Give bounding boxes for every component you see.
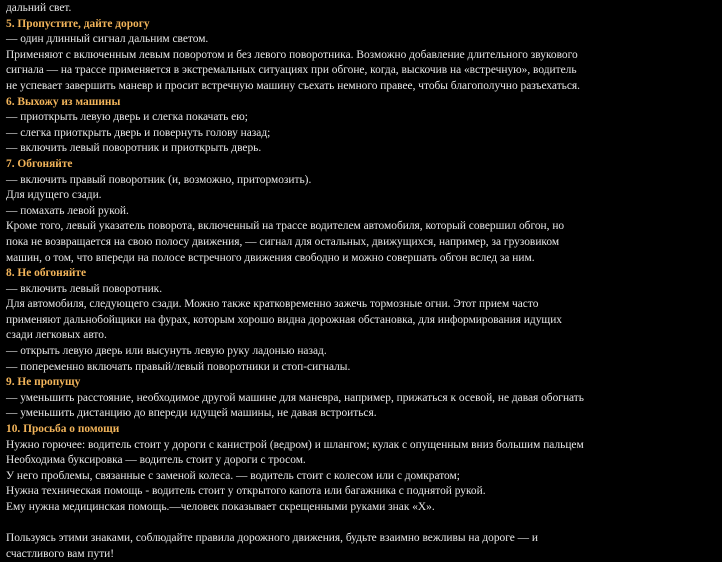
closing-line: Пользуясь этими знаками, соблюдайте правила дорожного движения, будьте взаимно вежливы на дороге — и <box>6 532 539 545</box>
section-heading: 6. Выхожу из машины <box>6 95 121 108</box>
text-line: — включить левый поворотник. <box>6 282 163 295</box>
text-line: — уменьшить дистанцию до впереди идущей машины, не давая встроиться. <box>6 407 377 420</box>
text-line: — включить левый поворотник и приоткрыть дверь. <box>6 142 262 155</box>
text-line: пока не возвращается на свою полосу движения, — сигнал для остальных, движущихся, например, за грузовиком <box>6 235 560 248</box>
text-line: — попеременно включать правый/левый поворотники и стоп-сигналы. <box>6 360 351 373</box>
text-line: Кроме того, левый указатель поворота, включенный на трассе водителем автомобиля, который совершил обгон, но <box>6 220 565 233</box>
intro-line: дальний свет. <box>6 2 72 14</box>
text-line: сигнала — на трассе применяется в экстремальных ситуациях при обгоне, когда, выскочив на «встречную», водитель <box>6 64 577 77</box>
section-6 <box>6 95 718 157</box>
text-line: — открыть левую дверь или высунуть левую руку ладонью назад. <box>6 345 327 358</box>
text-line: — один длинный сигнал дальним светом. <box>6 33 209 46</box>
text-line: сзади легковых авто. <box>6 329 107 342</box>
text-line: — включить правый поворотник (и, возможно, притормозить). <box>6 173 312 186</box>
section-8 <box>6 266 718 375</box>
text-line: Применяют с включенным левым поворотом и без левого поворотника. Возможно добавление длительного звукового <box>6 48 578 61</box>
section-heading: 7. Обгоняйте <box>6 157 73 170</box>
text-line: — приоткрыть левую дверь и слегка покачать ею; <box>6 111 248 124</box>
text-line: Нужно горючее: водитель стоит у дороги с канистрой (ведром) и шлангом; кулак с опущенным вниз большим пальцем <box>6 438 584 451</box>
section-10 <box>6 422 718 516</box>
text-line: Для автомобиля, следующего сзади. Можно также кратковременно зажечь тормозные огни. Этот прием часто <box>6 298 539 311</box>
text-line: — помахать левой рукой. <box>6 204 129 217</box>
section-7 <box>6 157 718 266</box>
text-line: не успевает завершить маневр и просит встречную машину съехать немного правее, чтобы благополучно разъехаться. <box>6 79 581 92</box>
closing-line: счастливого вам пути! <box>6 547 115 560</box>
section-heading: 5. Пропустите, дайте дорогу <box>6 17 150 30</box>
section-heading: 10. Просьба о помощи <box>6 423 120 436</box>
text-line: Ему нужна медицинская помощь.—человек показывает скрещенными руками знак «X». <box>6 501 435 513</box>
text-line: — уменьшить расстояние, необходимое другой машине для маневра, например, прижаться к осевой, не давая обогнать <box>6 391 584 404</box>
text-line: У него проблемы, связанные с заменой колеса. — водитель стоит с колесом или с домкратом; <box>6 469 460 482</box>
text-line: применяют дальнобойщики на фурах, которым хорошо видна дорожная обстановка, для информирования идущих <box>6 313 562 326</box>
text-line: Необходима буксировка — водитель стоит у дороги с тросом. <box>6 454 306 467</box>
section-heading: 8. Не обгоняйте <box>6 267 87 280</box>
text-line: — слегка приоткрыть дверь и повернуть голову назад; <box>6 126 271 139</box>
text-line: Для идущего сзади. <box>6 189 102 202</box>
text-line: Нужна техническая помощь - водитель стоит у открытого капота или багажника с поднятой рукой. <box>6 485 486 498</box>
section-5 <box>6 17 718 95</box>
paragraph-gap <box>6 516 718 532</box>
section-9 <box>6 375 718 422</box>
section-heading: 9. Не пропущу <box>6 376 81 389</box>
closing-paragraph <box>6 531 718 562</box>
text-line: машин, о том, что впереди на полосе встречного движения свободно и можно совершать обгон вслед за ним. <box>6 251 535 264</box>
